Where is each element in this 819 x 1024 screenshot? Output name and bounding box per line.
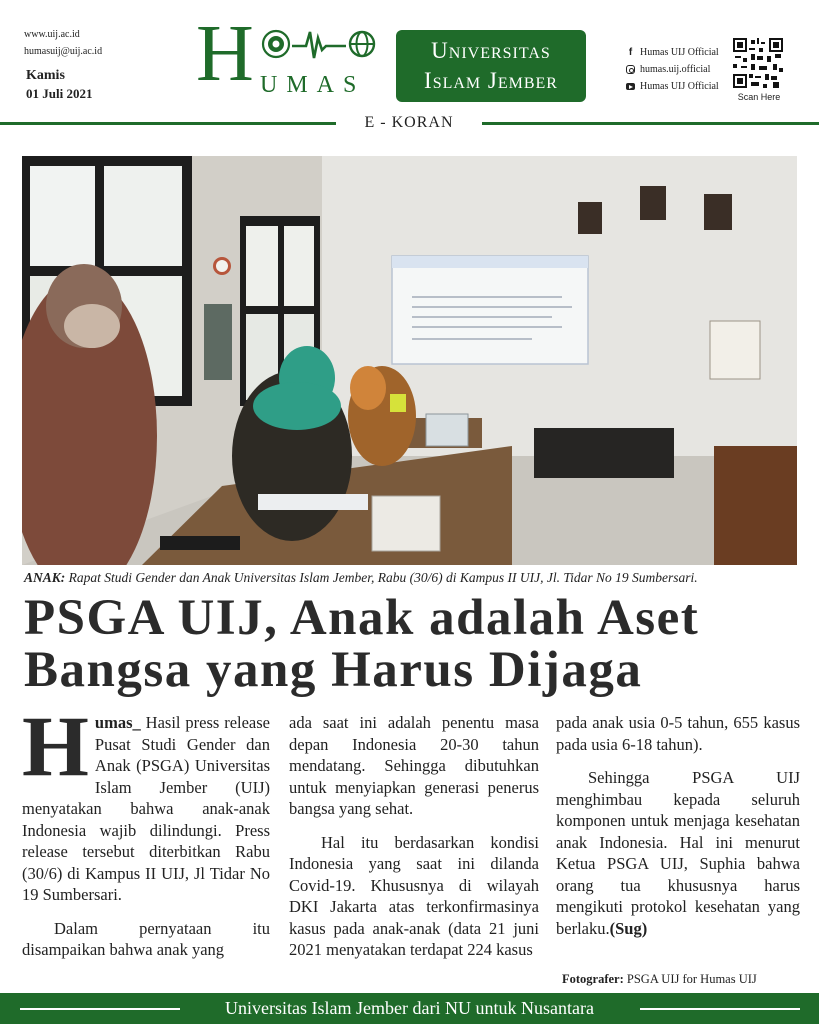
contact-info (24, 26, 102, 60)
header-rule-left (0, 122, 336, 125)
photo-credit (562, 972, 757, 987)
facebook-icon: f (628, 47, 633, 58)
issue-day: Kamis (26, 68, 65, 83)
headline-line-1: PSGA UIJ, Anak adalah Aset (24, 590, 700, 646)
photo-caption (24, 570, 799, 586)
article-column-2 (289, 712, 539, 961)
social-label: Humas UIJ Official (640, 47, 719, 58)
logo-emblem-icon (256, 22, 384, 66)
meeting-photo (22, 156, 797, 565)
edition-label: E - KORAN (364, 114, 454, 131)
dropcap: H (22, 698, 89, 794)
logo-word: UMAS (260, 72, 366, 98)
paragraph-2-continued: ada saat ini adalah penentu masa depan Indonesia 20-30 tahun mendatang. Sehingga dibutuhkan untuk menyiapkan generasi penerus bangsa yang sehat. (289, 713, 539, 818)
article-headline (24, 592, 804, 696)
social-label: humas.uij.official (640, 64, 711, 75)
photo-credit-name: PSGA UIJ for Humas UIJ (626, 972, 757, 986)
author-signature: (Sug) (609, 918, 648, 938)
article-column-3 (556, 712, 800, 939)
social-label: Humas UIJ Official (640, 81, 719, 92)
instagram-icon (626, 65, 635, 74)
humas-logo (196, 10, 386, 100)
footer-tagline: Universitas Islam Jember dari NU untuk Nusantara (225, 998, 594, 1018)
caption-label: ANAK: (24, 570, 66, 585)
university-nameplate (396, 30, 586, 102)
social-instagram[interactable] (626, 61, 719, 78)
logo-letter: H (196, 10, 254, 98)
issue-date: 01 Juli 2021 (26, 86, 93, 101)
social-links (626, 44, 719, 95)
lead-word: umas_ (94, 713, 141, 732)
paragraph-2: Dalam pernyataan itu disampaikan bahwa anak yang (22, 918, 270, 959)
paragraph-1-text: Hasil press release Pusat Studi Gender dan Anak (PSGA) Universitas Islam Jember (UIJ) menyatakan bahwa anak-anak Indonesia wajib dilindungi. Press release tersebut diterbitkan Rabu (30/6) di Kampus II UIJ, Jl Tidar No 19 Sumbersari. (22, 713, 270, 904)
social-youtube[interactable] (626, 78, 719, 95)
paragraph-4 (556, 767, 800, 939)
youtube-icon (626, 83, 635, 90)
paragraph-4-text: Sehingga PSGA UIJ menghimbau kepada seluruh komponen untuk menjaga kesehatan anak Indonesia. Hal ini menurut Ketua PSGA UIJ, Suphia bahwa orang tua khususnya harus mengikuti protokol kesehatan yang berlaku. (556, 768, 800, 938)
social-facebook[interactable] (626, 44, 719, 61)
caption-text: Rapat Studi Gender dan Anak Universitas Islam Jember, Rabu (30/6) di Kampus II UIJ, Jl. Tidar No 19 Sumbersari. (68, 570, 698, 585)
article-column-1 (22, 698, 270, 961)
university-line-2: Islam Jember (424, 68, 558, 93)
header-rule-right (482, 122, 819, 125)
email-link[interactable]: humasuij@uij.ac.id (24, 46, 103, 57)
photo-credit-label: Fotografer: (562, 972, 624, 986)
paragraph-3-continued: pada anak usia 0-5 tahun, 655 kasus pada usia 6-18 tahun). (556, 713, 800, 754)
headline-line-2: Bangsa yang Harus Dijaga (24, 642, 643, 698)
website-link[interactable]: www.uij.ac.id (24, 29, 80, 40)
university-line-1: Universitas (431, 38, 551, 63)
paragraph-3: Hal itu berdasarkan kondisi Indonesia yang saat ini dilanda Covid-19. Khususnya di wilayah DKI Jakarta atas terkonfirmasinya kasus pada anak-anak (data 21 juni 2021 menyatakan terdapat 224 kasus (289, 832, 539, 959)
footer-banner (0, 993, 819, 1024)
qr-code-icon[interactable] (733, 38, 783, 88)
paragraph-1 (22, 698, 270, 906)
qr-label: Scan Here (737, 92, 781, 102)
